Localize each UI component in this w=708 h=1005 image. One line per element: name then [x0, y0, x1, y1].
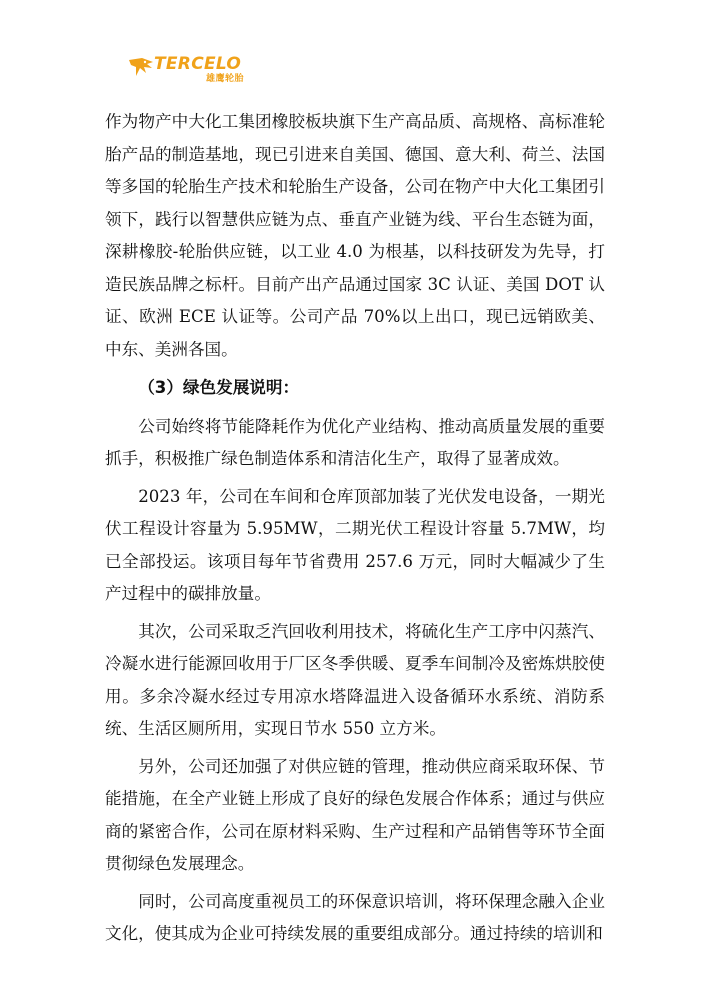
paragraph-supply-chain: 另外，公司还加强了对供应链的管理，推动供应商采取环保、节能措施，在全产业链上形成了良好的绿色发展合作体系；通过与供应商的紧密合作，公司在原材料采购、生产过程和产品销售等环节全面贯彻绿色发展理念。: [105, 756, 605, 873]
paragraph-photovoltaic: 2023 年，公司在车间和仓库顶部加装了光伏发电设备，一期光伏工程设计容量为 5.95MW，二期光伏工程设计容量 5.7MW，均已全部投运。该项目每年节省费用 257.6 万元，同时大幅减少了生产过程中的碳排放量。: [105, 486, 605, 603]
eagle-logo-icon: [128, 56, 154, 78]
company-logo: [128, 52, 248, 86]
intro-paragraph: 作为物产中大化工集团橡胶板块旗下生产高品质、高规格、高标准轮胎产品的制造基地，现已引进来自美国、德国、意大利、荷兰、法国等多国的轮胎生产技术和轮胎生产设备，公司在物产中大化工集团引领下，践行以智慧供应链为点、垂直产业链为线、平台生态链为面，深耕橡胶-轮胎供应链，以工业 4.0 为根基，以科技研发为先导，打造民族品牌之标杆。目前产出产品通过国家 3C 认证、美国 DOT 认证、欧洲 ECE 认证等。公司产品 70%以上出口，现已远销欧美、中东、美洲各国。: [105, 112, 605, 359]
paragraph-employee-training: 同时，公司高度重视员工的环保意识培训，将环保理念融入企业文化，使其成为企业可持续发展的重要组成部分。通过持续的培训和: [105, 891, 605, 943]
logo-subtitle: 雄鹰轮胎: [206, 74, 245, 84]
paragraph-energy-saving: 公司始终将节能降耗作为优化产业结构、推动高质量发展的重要抓手，积极推广绿色制造体系和清洁化生产，取得了显著成效。: [105, 416, 605, 468]
document-body: [105, 106, 605, 951]
logo-wordmark: TERCELO: [154, 54, 242, 74]
section-heading: （3）绿色发展说明：: [138, 378, 300, 397]
paragraph-steam-recovery: 其次，公司采取乏汽回收利用技术，将硫化生产工序中闪蒸汽、冷凝水进行能源回收用于厂区冬季供暖、夏季车间制冷及密炼烘胶使用。多余冷凝水经过专用凉水塔降温进入设备循环水系统、消防系统、生活区厕所用，实现日节水 550 立方米。: [105, 621, 605, 738]
